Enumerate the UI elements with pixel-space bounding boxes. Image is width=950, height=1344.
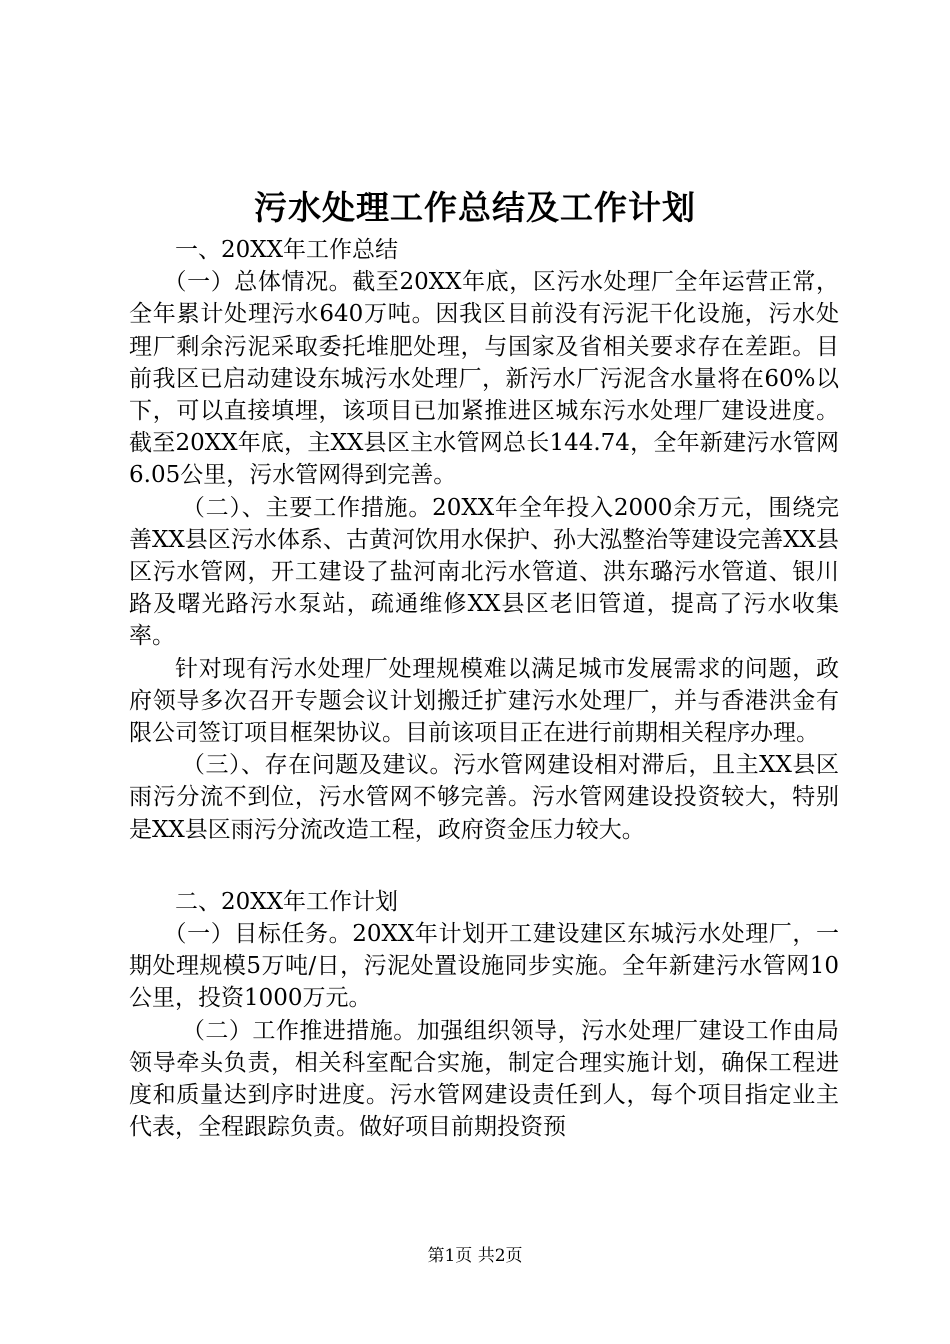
page-title: 污水处理工作总结及工作计划 <box>254 188 696 227</box>
section2-heading: 二、20XX年工作计划 <box>175 888 399 915</box>
section1-paragraph-3: 针对现有污水处理厂处理规模难以满足城市发展需求的问题，政府领导多次召开专题会议计划搬迁扩建污水处理厂，并与香港洪金有限公司签订项目框架协议。目前该项目正在进行前期相关程序办理。 <box>129 655 839 747</box>
page-footer: 第1页 共2页 <box>427 1246 523 1266</box>
section1-heading: 一、20XX年工作总结 <box>175 237 399 263</box>
section2-paragraph-2: （二）工作推进措施。加强组织领导，污水处理厂建设工作由局领导牵头负责，相关科室配合实施，制定合理实施计划，确保工程进度和质量达到序时进度。污水管网建设责任到人，每个项目指定业主代表，全程跟踪负责。做好项目前期投资预 <box>129 1017 839 1141</box>
section2-paragraph-1: （一）目标任务。20XX年计划开工建设建区东城污水处理厂，一期处理规模5万吨/日，污泥处置设施同步实施。全年新建污水管网10公里，投资1000万元。 <box>129 921 839 1012</box>
section1-paragraph-1: （一）总体情况。截至20XX年底，区污水处理厂全年运营正常，全年累计处理污水640万吨。因我区目前没有污泥干化设施，污水处理厂剩余污泥采取委托堆肥处理，与国家及省相关要求存在差距。目前我区已启动建设东城污水处理厂，新污水厂污泥含水量将在60%以下，可以直接填埋，该项目已加紧推进区城东污水处理厂建设进度。截至20XX年底，主XX县区主水管网总长144.74，全年新建污水管网6.05公里，污水管网得到完善。 <box>129 269 839 489</box>
section-spacer <box>129 846 839 886</box>
section1-paragraph-2: （二）、主要工作措施。20XX年全年投入2000余万元，围绕完善XX县区污水体系、古黄河饮用水保护、孙大泓整治等建设完善XX县区污水管网，开工建设了盐河南北污水管道、洪东璐污水管道、银川路及曙光路污水泵站，疏通维修XX县区老旧管道，提高了污水收集率。 <box>129 494 839 650</box>
document-body <box>129 234 839 1143</box>
section1-paragraph-4: （三）、存在问题及建议。污水管网建设相对滞后，且主XX县区雨污分流不到位，污水管网不够完善。污水管网建设投资较大，特别是XX县区雨污分流改造工程，政府资金压力较大。 <box>129 752 839 843</box>
